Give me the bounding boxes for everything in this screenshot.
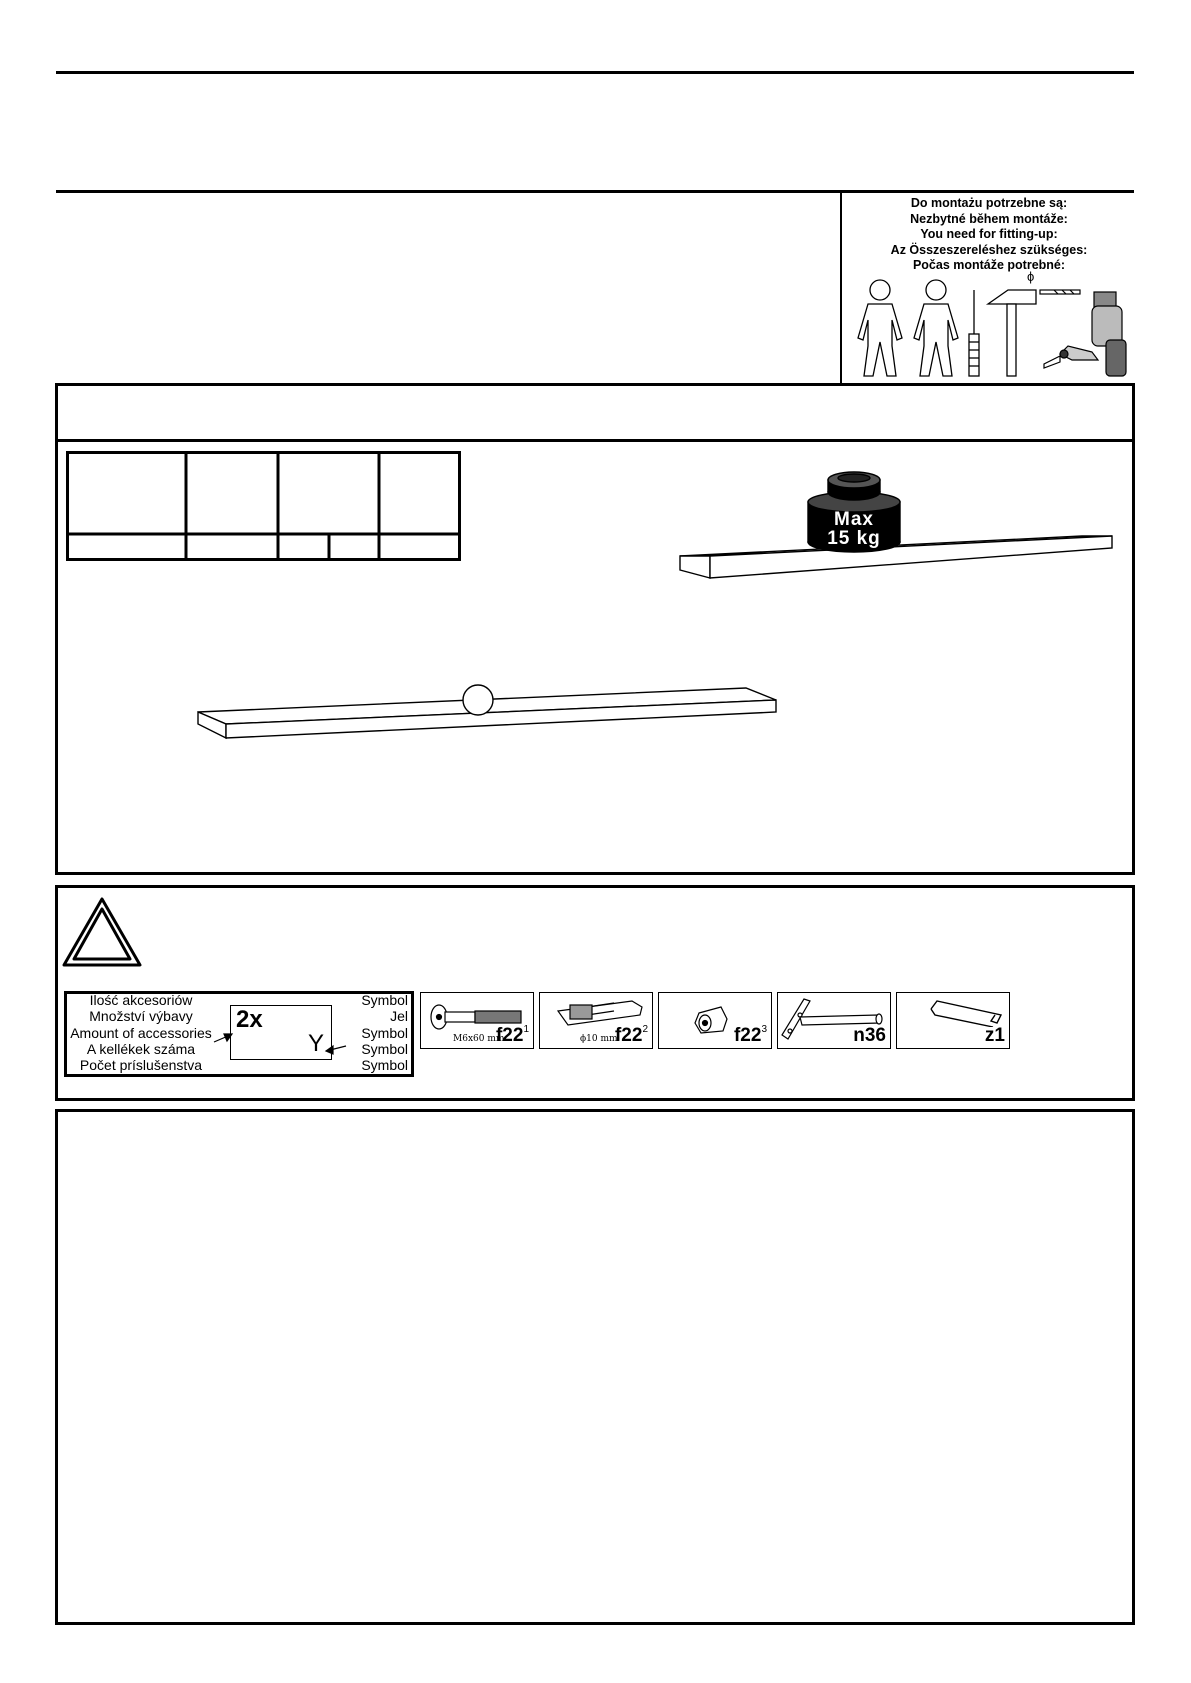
part-code: $f22^1$ — [495, 1023, 529, 1046]
legend-label-cz: Množství výbavy — [89, 1008, 193, 1025]
legend-symbol-hu: Symbol — [361, 1040, 408, 1057]
tools-line-pl: Do montażu potrzebne są: — [910, 196, 1068, 210]
level-ball-icon — [463, 685, 493, 715]
power-drill-icon — [1044, 292, 1126, 376]
part-code: n36 — [853, 1025, 886, 1046]
tools-line-sk: Počas montáže potrebné: — [912, 258, 1066, 272]
max-load-value: 15 kg — [827, 528, 881, 549]
top-rule — [56, 71, 1134, 74]
legend-example-symbol: Y — [308, 1030, 325, 1057]
legend-symbol-en: Symbol — [361, 1024, 408, 1041]
tools-line-en: You need for fitting-up: — [920, 227, 1058, 241]
screwdriver-icon — [969, 290, 979, 376]
part-f22-3 — [658, 992, 772, 1049]
legend-symbols — [346, 992, 408, 1073]
max-load-label: Max — [834, 509, 874, 530]
part-code: z1 — [984, 1025, 1005, 1046]
legend-symbol-pl: Symbol — [361, 992, 408, 1008]
part-code: $f22^3$ — [733, 1023, 767, 1046]
legend-arrows — [200, 1020, 360, 1060]
diameter-symbol: ϕ — [1027, 269, 1035, 284]
part-size: ϕ10 mm — [580, 1034, 618, 1044]
tools-line-hu: Az Összeszereléshez szükséges: — [890, 242, 1088, 257]
legend-symbol-cz: Jel — [390, 1008, 408, 1025]
legend-label-hu: A kellékek száma — [86, 1040, 196, 1057]
hammer-icon — [988, 290, 1036, 376]
legend-example-quantity: 2x — [236, 1006, 263, 1033]
shelf-section-divider — [56, 439, 1134, 442]
legend-label-pl: Ilość akcesoriów — [89, 992, 193, 1008]
allen-key-icon — [927, 997, 1007, 1027]
tools-line-cz: Nezbytné během montáže: — [910, 211, 1068, 226]
info-table — [66, 451, 462, 561]
legend-label-en: Amount of accessories — [70, 1024, 212, 1041]
nut-icon — [693, 1003, 733, 1037]
warning-triangle-icon — [60, 895, 144, 971]
tools-required-text — [846, 196, 1132, 274]
part-z1 — [896, 992, 1010, 1049]
legend-labels — [66, 992, 216, 1073]
drill-bit-icon — [1040, 290, 1080, 294]
part-code: $f22^2$ — [614, 1023, 648, 1046]
part-f22-2 — [539, 992, 653, 1049]
tools-illustration — [848, 276, 1132, 380]
legend-symbol-sk: Symbol — [361, 1057, 408, 1074]
legend-label-sk: Počet príslušenstva — [79, 1057, 203, 1074]
part-f22-1 — [420, 992, 534, 1049]
person-icon — [858, 280, 902, 376]
level-shelf-illustration — [196, 678, 780, 742]
part-size: M6x60 mm — [453, 1034, 505, 1044]
part-n36 — [777, 992, 891, 1049]
instructions-section — [55, 1109, 1135, 1625]
person-icon — [914, 280, 958, 376]
